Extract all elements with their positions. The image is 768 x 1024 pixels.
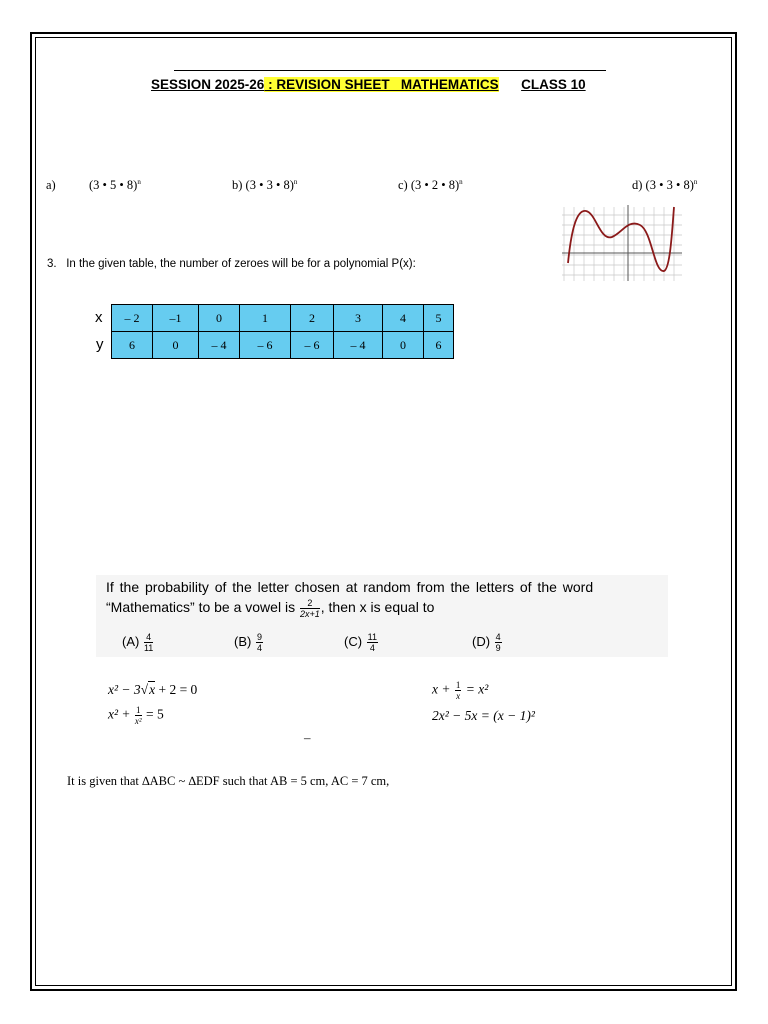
table-cell: 3	[334, 305, 383, 332]
probability-text-b: , then x is equal to	[320, 599, 435, 616]
table-cell: – 6	[240, 332, 291, 359]
choice-c-fraction	[367, 632, 378, 653]
option-b-marker: n	[293, 178, 298, 186]
option-a-marker: n	[137, 178, 141, 186]
fraction-denominator: 4	[369, 643, 375, 653]
question-3-number: 3.	[47, 258, 57, 270]
question-3	[47, 258, 416, 270]
option-b-text: b) (3 • 3 • 8)	[232, 178, 294, 193]
table-cell: 0	[199, 305, 240, 332]
table-cell: – 6	[291, 332, 334, 359]
fraction-numerator: 4	[144, 632, 153, 643]
table-cell: 6	[112, 332, 153, 359]
option-c-text: c) (3 • 2 • 8)	[398, 178, 460, 193]
row-label-x: x	[95, 309, 103, 326]
choice-b-fraction	[256, 632, 263, 653]
choice-d	[472, 632, 503, 653]
table-row-y	[112, 332, 454, 359]
fraction-numerator: 1	[136, 705, 141, 715]
choice-b-label: (B)	[234, 633, 252, 649]
table-cell: 0	[153, 332, 199, 359]
equation-3-rest: = x²	[462, 681, 489, 697]
fraction-denominator: x²	[134, 716, 142, 726]
table-row-x	[112, 305, 454, 332]
class-label: CLASS 10	[521, 77, 586, 92]
equation-2-lhs: x² +	[108, 706, 134, 722]
fraction-numerator: 9	[256, 632, 262, 642]
table-cell: – 4	[334, 332, 383, 359]
choice-a-fraction	[144, 632, 153, 653]
choice-c	[344, 632, 379, 653]
option-d	[632, 178, 697, 193]
equation-3-lhs: x +	[432, 681, 454, 697]
option-c	[398, 178, 463, 193]
probability-fraction	[300, 598, 320, 619]
table-cell: 2	[291, 305, 334, 332]
equation-3-fraction	[455, 680, 462, 701]
option-a-label: a)	[46, 178, 56, 192]
given-statement: It is given that ∆ABC ~ ∆EDF such that AB = 5 cm, AC = 7 cm,	[67, 774, 390, 788]
fraction-denominator: 2x+1	[299, 609, 320, 619]
fraction-denominator: 11	[143, 643, 154, 653]
table-cell: 6	[424, 332, 454, 359]
fraction-numerator: 11	[367, 632, 378, 642]
worksheet-header	[151, 77, 586, 92]
equation-2-rest: = 5	[142, 706, 164, 722]
equation-1-lhs: x² − 3	[108, 682, 141, 697]
option-a-text: (3 • 5 • 8)	[89, 178, 138, 193]
table-cell: – 2	[112, 305, 153, 332]
option-b	[232, 178, 297, 193]
question-3-text: In the given table, the number of zeroes will be for a polynomial P(x):	[66, 258, 416, 270]
probability-text-a: “Mathematics” to be a vowel is	[106, 599, 296, 616]
fraction-denominator: x	[456, 691, 461, 701]
sheet-title: : REVISION SHEET MATHEMATICS	[264, 77, 499, 92]
stray-dash: –	[304, 730, 311, 745]
choice-a	[122, 632, 154, 653]
fraction-numerator: 4	[495, 632, 501, 642]
choice-b	[234, 632, 264, 653]
fraction-denominator: 9	[495, 643, 501, 653]
table-cell: –1	[153, 305, 199, 332]
option-d-text: d) (3 • 3 • 8)	[632, 178, 694, 193]
option-c-marker: n	[459, 178, 463, 186]
equation-1-root: x	[149, 682, 156, 697]
equation-1-rest: + 2 = 0	[155, 682, 198, 697]
table-cell: – 4	[199, 332, 240, 359]
table-cell: 1	[240, 305, 291, 332]
fraction-denominator: 4	[256, 643, 262, 653]
header-rule	[174, 70, 606, 71]
choice-c-label: (C)	[344, 633, 363, 649]
polynomial-graph-image	[560, 203, 685, 283]
choice-a-label: (A)	[122, 633, 140, 649]
fraction-numerator: 1	[455, 680, 461, 690]
probability-line-1: If the probability of the letter chosen at random from the letters of the word	[106, 579, 594, 595]
equation-4: 2x² − 5x = (x − 1)²	[432, 708, 535, 723]
equation-1: x² − 3√x + 2 = 0	[108, 682, 198, 697]
equation-2-fraction	[135, 705, 142, 726]
probability-line-2	[106, 598, 434, 619]
xy-values-table	[111, 304, 454, 359]
equation-2	[108, 705, 164, 726]
table-cell: 4	[383, 305, 424, 332]
option-d-marker: n	[693, 178, 698, 186]
choice-d-fraction	[495, 632, 502, 653]
row-label-y: y	[96, 336, 104, 353]
choice-d-label: (D)	[472, 633, 491, 649]
option-a	[89, 178, 141, 193]
table-cell: 0	[383, 332, 424, 359]
session-label: SESSION 2025-26	[151, 77, 265, 92]
equation-3	[432, 680, 488, 701]
fraction-numerator: 2	[300, 598, 320, 609]
table-cell: 5	[424, 305, 454, 332]
